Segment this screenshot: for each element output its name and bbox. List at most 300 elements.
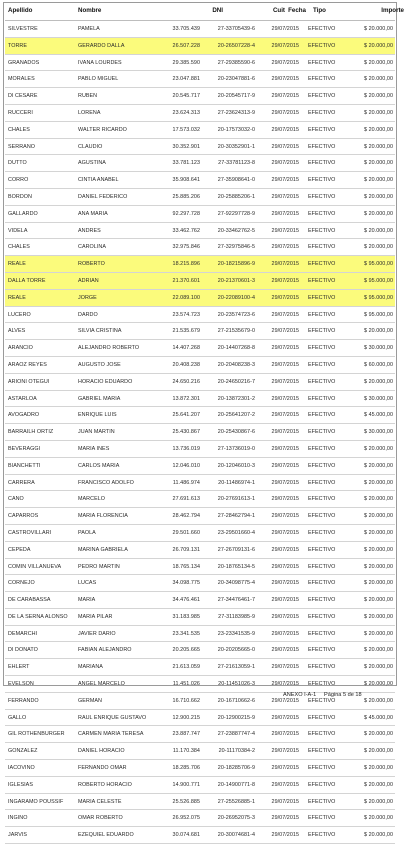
header-fecha: Fecha xyxy=(288,7,306,14)
cell-importe: $ 20.000,00 xyxy=(363,630,393,637)
cell-importe: $ 30.000,00 xyxy=(363,345,393,352)
cell-importe: $ 45.000,00 xyxy=(363,714,393,721)
table-row xyxy=(5,777,395,794)
cell-apellido: ARIONI OTEGUI xyxy=(8,378,50,385)
cell-apellido: SILVESTRE xyxy=(8,26,38,32)
cell-fecha: 29/07/2015 xyxy=(271,513,299,520)
cell-dni: 20.205.665 xyxy=(172,647,200,654)
cell-fecha: 29/07/2015 xyxy=(271,815,299,822)
cell-dni: 32.975.846 xyxy=(172,244,200,251)
cell-importe: $ 20.000,00 xyxy=(363,815,393,822)
cell-dni: 17.573.032 xyxy=(172,126,200,133)
cell-cuit: 23-29501660-4 xyxy=(217,529,255,536)
table-row xyxy=(5,189,395,206)
cell-apellido: BIANCHETTI xyxy=(8,462,41,469)
cell-tipo: EFECTIVO xyxy=(308,647,336,654)
cell-nombre: DARDO xyxy=(78,311,98,318)
table-row xyxy=(5,424,395,441)
cell-dni: 23.887.747 xyxy=(172,731,200,738)
cell-cuit: 20-21370601-3 xyxy=(217,277,255,284)
cell-dni: 30.352.901 xyxy=(172,143,200,150)
cell-apellido: DUTTO xyxy=(8,160,27,167)
cell-tipo: EFECTIVO xyxy=(308,613,336,620)
cell-apellido: FERRANDO xyxy=(8,697,39,704)
cell-importe: $ 95.000,00 xyxy=(363,277,393,284)
cell-nombre: GERARDO DALLA xyxy=(78,42,125,49)
cell-importe: $ 20.000,00 xyxy=(363,664,393,671)
cell-importe: $ 20.000,00 xyxy=(363,126,393,133)
cell-importe: $ 20.000,00 xyxy=(363,580,393,587)
cell-fecha: 29/07/2015 xyxy=(271,563,299,570)
cell-dni: 23.047.881 xyxy=(172,76,200,83)
cell-apellido: DI DONATO xyxy=(8,647,38,654)
cell-importe: $ 20.000,00 xyxy=(363,479,393,486)
table-row xyxy=(5,273,395,290)
cell-apellido: CORRO xyxy=(8,177,29,184)
cell-cuit: 20-23047881-6 xyxy=(217,76,255,83)
cell-nombre: LORENA xyxy=(78,109,101,116)
cell-dni: 22.089.100 xyxy=(172,294,200,301)
cell-tipo: EFECTIVO xyxy=(308,445,336,452)
cell-dni: 21.613.059 xyxy=(172,664,200,671)
cell-cuit: 20-20408238-3 xyxy=(217,361,255,368)
cell-nombre: IVANA LOURDES xyxy=(78,59,122,66)
cell-tipo: EFECTIVO xyxy=(308,479,336,486)
cell-nombre: CAROLINA xyxy=(78,244,106,251)
cell-importe: $ 20.000,00 xyxy=(363,42,393,49)
cell-nombre: CARLOS MARIA xyxy=(78,462,120,469)
cell-nombre: HORACIO EDUARDO xyxy=(78,378,133,385)
cell-importe: $ 20.000,00 xyxy=(363,765,393,772)
cell-dni: 21.535.679 xyxy=(172,328,200,335)
cell-importe: $ 20.000,00 xyxy=(363,193,393,200)
cell-tipo: EFECTIVO xyxy=(308,513,336,520)
cell-cuit: 20-34098775-4 xyxy=(217,580,255,587)
table-row xyxy=(5,340,395,357)
cell-nombre: PABLO MIGUEL xyxy=(78,76,119,83)
cell-cuit: 20-30074681-4 xyxy=(217,832,255,839)
cell-importe: $ 20.000,00 xyxy=(363,210,393,217)
cell-importe: $ 20.000,00 xyxy=(363,177,393,184)
cell-cuit: 20-12046010-3 xyxy=(217,462,255,469)
cell-fecha: 29/07/2015 xyxy=(271,731,299,738)
table-row xyxy=(5,155,395,172)
cell-dni: 34.476.461 xyxy=(172,597,200,604)
cell-dni: 18.285.706 xyxy=(172,765,200,772)
cell-dni: 20.408.238 xyxy=(172,361,200,368)
cell-dni: 18.215.896 xyxy=(172,261,200,268)
header-nombre: Nombre xyxy=(78,7,102,14)
cell-nombre: GABRIEL MARIA xyxy=(78,395,121,402)
cell-apellido: CHALES xyxy=(8,126,30,133)
cell-apellido: BORDON xyxy=(8,193,32,200)
cell-apellido: GIL ROTHENBURGER xyxy=(8,731,65,738)
cell-nombre: CLAUDIO xyxy=(78,143,103,150)
cell-dni: 27.691.613 xyxy=(172,496,200,503)
cell-dni: 26.952.075 xyxy=(172,815,200,822)
cell-fecha: 29/07/2015 xyxy=(271,59,299,66)
cell-importe: $ 20.000,00 xyxy=(363,832,393,839)
cell-fecha: 29/07/2015 xyxy=(271,126,299,133)
cell-nombre: FABIAN ALEJANDRO xyxy=(78,647,132,654)
cell-fecha: 29/07/2015 xyxy=(271,781,299,788)
cell-tipo: EFECTIVO xyxy=(308,109,336,116)
cell-dni: 26.709.131 xyxy=(172,546,200,553)
cell-dni: 33.462.762 xyxy=(172,227,200,234)
cell-dni: 12.900.215 xyxy=(172,714,200,721)
cell-tipo: EFECTIVO xyxy=(308,496,336,503)
cell-tipo: EFECTIVO xyxy=(308,664,336,671)
cell-nombre: GERMAN xyxy=(78,697,102,704)
cell-nombre: JORGE xyxy=(78,294,97,301)
cell-fecha: 29/07/2015 xyxy=(271,395,299,402)
cell-dni: 28.462.794 xyxy=(172,513,200,520)
cell-importe: $ 20.000,00 xyxy=(363,613,393,620)
cell-tipo: EFECTIVO xyxy=(308,832,336,839)
cell-cuit: 20-26507228-4 xyxy=(217,42,255,49)
cell-dni: 35.908.641 xyxy=(172,177,200,184)
cell-nombre: CINTIA ANABEL xyxy=(78,177,119,184)
cell-apellido: REALE xyxy=(8,294,26,301)
cell-apellido: DE CARABASSA xyxy=(8,597,51,604)
cell-tipo: EFECTIVO xyxy=(308,345,336,352)
cell-importe: $ 20.000,00 xyxy=(363,731,393,738)
cell-fecha: 29/07/2015 xyxy=(271,261,299,268)
cell-fecha: 29/07/2015 xyxy=(271,26,299,32)
cell-dni: 25.526.885 xyxy=(172,798,200,805)
cell-nombre: MARINA GABRIELA xyxy=(78,546,128,553)
cell-apellido: GALLO xyxy=(8,714,27,721)
cell-cuit: 20-22089100-4 xyxy=(217,294,255,301)
cell-tipo: EFECTIVO xyxy=(308,59,336,66)
cell-cuit: 20-18765134-5 xyxy=(217,563,255,570)
cell-importe: $ 20.000,00 xyxy=(363,59,393,66)
cell-dni: 25.641.207 xyxy=(172,412,200,419)
table-row xyxy=(5,659,395,676)
table-row xyxy=(5,323,395,340)
cell-fecha: 29/07/2015 xyxy=(271,294,299,301)
cell-cuit: 20-30352901-1 xyxy=(217,143,255,150)
cell-importe: $ 20.000,00 xyxy=(363,109,393,116)
cell-fecha: 29/07/2015 xyxy=(271,832,299,839)
cell-tipo: EFECTIVO xyxy=(308,630,336,637)
cell-tipo: EFECTIVO xyxy=(308,143,336,150)
cell-nombre: EZEQUIEL EDUARDO xyxy=(78,832,134,839)
header-dni: DNI xyxy=(212,7,223,14)
cell-importe: $ 95.000,00 xyxy=(363,261,393,268)
cell-dni: 29.501.660 xyxy=(172,529,200,536)
table-row xyxy=(5,794,395,811)
cell-cuit: 20-14900771-8 xyxy=(217,781,255,788)
cell-importe: $ 20.000,00 xyxy=(363,563,393,570)
cell-importe: $ 20.000,00 xyxy=(363,227,393,234)
cell-importe: $ 30.000,00 xyxy=(363,395,393,402)
cell-apellido: TORRE xyxy=(8,42,28,49)
cell-cuit: 20-27691613-1 xyxy=(217,496,255,503)
cell-fecha: 29/07/2015 xyxy=(271,378,299,385)
cell-dni: 24.650.216 xyxy=(172,378,200,385)
cell-dni: 14.900.771 xyxy=(172,781,200,788)
cell-tipo: EFECTIVO xyxy=(308,748,336,755)
cell-fecha: 29/07/2015 xyxy=(271,647,299,654)
cell-tipo: EFECTIVO xyxy=(308,546,336,553)
cell-tipo: EFECTIVO xyxy=(308,412,336,419)
table-row xyxy=(5,122,395,139)
cell-cuit: 20-16710662-6 xyxy=(217,697,255,704)
cell-cuit: 20-24650216-7 xyxy=(217,378,255,385)
cell-importe: $ 20.000,00 xyxy=(363,546,393,553)
cell-dni: 34.098.775 xyxy=(172,580,200,587)
cell-cuit: 23-23341535-9 xyxy=(217,630,255,637)
cell-cuit: 27-21613059-1 xyxy=(217,664,255,671)
cell-cuit: 27-33781123-8 xyxy=(218,160,255,167)
table-row xyxy=(5,592,395,609)
cell-importe: $ 20.000,00 xyxy=(363,244,393,251)
cell-fecha: 29/07/2015 xyxy=(271,143,299,150)
cell-tipo: EFECTIVO xyxy=(308,731,336,738)
cell-nombre: ANA MARIA xyxy=(78,210,108,217)
cell-fecha: 29/07/2015 xyxy=(271,697,299,704)
cell-apellido: ALVES xyxy=(8,328,26,335)
cell-tipo: EFECTIVO xyxy=(308,76,336,83)
cell-nombre: RAUL ENRIQUE GUSTAVO xyxy=(78,714,147,721)
cell-fecha: 29/07/2015 xyxy=(271,311,299,318)
cell-importe: $ 20.000,00 xyxy=(363,597,393,604)
cell-fecha: 29/07/2015 xyxy=(271,630,299,637)
cell-importe: $ 20.000,00 xyxy=(363,647,393,654)
cell-apellido: SERRANO xyxy=(8,143,36,150)
cell-apellido: REALE xyxy=(8,261,26,268)
table-row xyxy=(5,559,395,576)
cell-dni: 21.370.601 xyxy=(172,277,200,284)
cell-nombre: AUGUSTO JOSE xyxy=(78,361,121,368)
table-row xyxy=(5,105,395,122)
table-row xyxy=(5,710,395,727)
cell-cuit: 20-14407268-8 xyxy=(217,345,255,352)
cell-apellido: IACOVINO xyxy=(8,765,35,772)
table-row xyxy=(5,676,395,693)
cell-apellido: AVOGADRO xyxy=(8,412,40,419)
cell-cuit: 27-33705439-6 xyxy=(217,26,255,32)
cell-dni: 11.451.026 xyxy=(172,681,200,688)
cell-importe: $ 20.000,00 xyxy=(363,143,393,150)
cell-apellido: DALLA TORRE xyxy=(8,277,46,284)
cell-apellido: CAPARROS xyxy=(8,513,39,520)
cell-nombre: ANGEL MARCELO xyxy=(78,681,125,688)
cell-fecha: 29/07/2015 xyxy=(271,546,299,553)
cell-fecha: 29/07/2015 xyxy=(271,429,299,436)
cell-fecha: 29/07/2015 xyxy=(271,681,299,688)
cell-cuit: 27-29385590-6 xyxy=(217,59,255,66)
cell-apellido: BARRAILH ORTIZ xyxy=(8,429,54,436)
cell-importe: $ 20.000,00 xyxy=(363,496,393,503)
cell-tipo: EFECTIVO xyxy=(308,177,336,184)
cell-dni: 14.407.268 xyxy=(172,345,200,352)
cell-fecha: 29/07/2015 xyxy=(271,529,299,536)
cell-nombre: OMAR ROBERTO xyxy=(78,815,123,822)
cell-fecha: 29/07/2015 xyxy=(271,412,299,419)
cell-apellido: EHLERT xyxy=(8,664,30,671)
cell-importe: $ 20.000,00 xyxy=(363,328,393,335)
cell-nombre: DANIEL HORACIO xyxy=(78,748,125,755)
cell-nombre: ADRIAN xyxy=(78,277,99,284)
cell-dni: 13.736.019 xyxy=(172,445,200,452)
cell-fecha: 29/07/2015 xyxy=(271,597,299,604)
cell-tipo: EFECTIVO xyxy=(308,126,336,133)
table-row xyxy=(5,374,395,391)
table-row xyxy=(5,827,395,844)
cell-tipo: EFECTIVO xyxy=(308,815,336,822)
table-row xyxy=(5,642,395,659)
cell-importe: $ 20.000,00 xyxy=(363,681,393,688)
cell-nombre: MARCELO xyxy=(78,496,106,503)
cell-nombre: MARIA FLORENCIA xyxy=(78,513,128,520)
table-row xyxy=(5,609,395,626)
cell-fecha: 29/07/2015 xyxy=(271,109,299,116)
cell-tipo: EFECTIVO xyxy=(308,311,336,318)
header-importe: Importe xyxy=(381,7,404,14)
cell-cuit: 27-26709131-6 xyxy=(217,546,255,553)
cell-apellido: GONZALEZ xyxy=(8,748,38,755)
cell-cuit: 27-21535679-0 xyxy=(217,328,255,335)
table-row xyxy=(5,575,395,592)
cell-importe: $ 20.000,00 xyxy=(363,529,393,536)
cell-fecha: 29/07/2015 xyxy=(271,227,299,234)
cell-fecha: 29/07/2015 xyxy=(271,277,299,284)
cell-importe: $ 20.000,00 xyxy=(363,513,393,520)
table-row xyxy=(5,458,395,475)
cell-apellido: LUCERO xyxy=(8,311,31,318)
table-row xyxy=(5,357,395,374)
cell-cuit: 27-32975846-5 xyxy=(217,244,255,251)
cell-dni: 23.574.723 xyxy=(172,311,200,318)
cell-apellido: CHALES xyxy=(8,244,30,251)
cell-nombre: LUCAS xyxy=(78,580,97,587)
page-footer xyxy=(0,692,400,702)
cell-tipo: EFECTIVO xyxy=(308,781,336,788)
cell-tipo: EFECTIVO xyxy=(308,563,336,570)
cell-importe: $ 20.000,00 xyxy=(363,76,393,83)
cell-apellido: CASTROVILLARI xyxy=(8,529,52,536)
cell-fecha: 29/07/2015 xyxy=(271,76,299,83)
payments-table xyxy=(5,3,404,844)
cell-cuit: 27-34476461-7 xyxy=(217,597,255,604)
cell-cuit: 20-17573032-0 xyxy=(217,126,255,133)
cell-dni: 23.341.535 xyxy=(172,630,200,637)
cell-importe: $ 30.000,00 xyxy=(363,429,393,436)
cell-cuit: 20-20205665-0 xyxy=(217,647,255,654)
cell-cuit: 27-23887747-4 xyxy=(217,731,255,738)
cell-fecha: 29/07/2015 xyxy=(271,42,299,49)
cell-tipo: EFECTIVO xyxy=(308,395,336,402)
cell-importe: $ 45.000,00 xyxy=(363,412,393,419)
cell-cuit: 20-18285706-9 xyxy=(217,765,255,772)
cell-dni: 25.430.867 xyxy=(172,429,200,436)
cell-nombre: FERNANDO OMAR xyxy=(78,765,127,772)
cell-nombre: DANIEL FEDERICO xyxy=(78,193,128,200)
cell-tipo: EFECTIVO xyxy=(308,193,336,200)
cell-apellido: CEPEDA xyxy=(8,546,31,553)
cell-nombre: ENRIQUE LUIS xyxy=(78,412,117,419)
cell-apellido: BEVERAGGI xyxy=(8,445,41,452)
cell-apellido: GALLARDO xyxy=(8,210,38,217)
cell-cuit: 20-33462762-5 xyxy=(217,227,255,234)
cell-importe: $ 20.000,00 xyxy=(363,798,393,805)
cell-importe: $ 20.000,00 xyxy=(363,93,393,100)
cell-nombre: MARIA xyxy=(78,597,96,604)
cell-cuit: 20-25430867-6 xyxy=(217,429,255,436)
cell-dni: 30.074.681 xyxy=(172,832,200,839)
table-row xyxy=(5,760,395,777)
cell-apellido: ASTARLOA xyxy=(8,395,37,402)
cell-tipo: EFECTIVO xyxy=(308,697,336,704)
cell-apellido: CORNEJO xyxy=(8,580,35,587)
cell-tipo: EFECTIVO xyxy=(308,160,336,167)
table-row xyxy=(5,206,395,223)
cell-fecha: 29/07/2015 xyxy=(271,714,299,721)
cell-cuit: 20-13872301-2 xyxy=(217,395,255,402)
cell-importe: $ 20.000,00 xyxy=(363,445,393,452)
table-row xyxy=(5,491,395,508)
table-row xyxy=(5,525,395,542)
table-row xyxy=(5,256,395,273)
cell-cuit: 27-92297728-9 xyxy=(217,210,255,217)
cell-tipo: EFECTIVO xyxy=(308,714,336,721)
cell-fecha: 29/07/2015 xyxy=(271,345,299,352)
header-cuit: Cuit xyxy=(272,7,285,14)
table-row xyxy=(5,407,395,424)
cell-fecha: 29/07/2015 xyxy=(271,496,299,503)
cell-cuit: 20-20545717-9 xyxy=(217,93,255,100)
table-row xyxy=(5,21,395,38)
cell-fecha: 29/07/2015 xyxy=(271,445,299,452)
cell-tipo: EFECTIVO xyxy=(308,277,336,284)
cell-importe: $ 20.000,00 xyxy=(363,160,393,167)
table-row xyxy=(5,307,395,324)
cell-tipo: EFECTIVO xyxy=(308,244,336,251)
table-row xyxy=(5,239,395,256)
cell-fecha: 29/07/2015 xyxy=(271,244,299,251)
cell-cuit: 20-23574723-6 xyxy=(217,311,255,318)
cell-apellido: INGINO xyxy=(8,815,28,822)
cell-importe: $ 95.000,00 xyxy=(363,294,393,301)
cell-nombre: FRANCISCO ADOLFO xyxy=(78,479,134,486)
table-row xyxy=(5,139,395,156)
cell-tipo: EFECTIVO xyxy=(308,765,336,772)
cell-nombre: ROBERTO xyxy=(78,261,105,268)
cell-dni: 11.486.974 xyxy=(172,479,200,486)
cell-apellido: DEMARCHI xyxy=(8,630,38,637)
cell-cuit: 27-28462794-1 xyxy=(217,513,255,520)
cell-tipo: EFECTIVO xyxy=(308,429,336,436)
cell-apellido: EVELSON xyxy=(8,681,34,688)
cell-nombre: MARIANA xyxy=(78,664,103,671)
cell-importe: $ 20.000,00 xyxy=(363,748,393,755)
cell-dni: 20.545.717 xyxy=(172,93,200,100)
cell-tipo: EFECTIVO xyxy=(308,529,336,536)
cell-dni: 31.183.985 xyxy=(172,613,200,620)
cell-dni: 33.705.439 xyxy=(172,26,200,32)
cell-cuit: 27-31183985-9 xyxy=(218,613,255,620)
cell-nombre: RUBEN xyxy=(78,93,98,100)
cell-importe: $ 20.000,00 xyxy=(363,697,393,704)
cell-importe: $ 60.000,00 xyxy=(363,361,393,368)
cell-apellido: GRANADOS xyxy=(8,59,40,66)
table-row xyxy=(5,38,395,55)
cell-apellido: COMIN VILLANUEVA xyxy=(8,563,62,570)
cell-dni: 12.046.010 xyxy=(172,462,200,469)
cell-cuit: 20-12900215-9 xyxy=(217,714,255,721)
